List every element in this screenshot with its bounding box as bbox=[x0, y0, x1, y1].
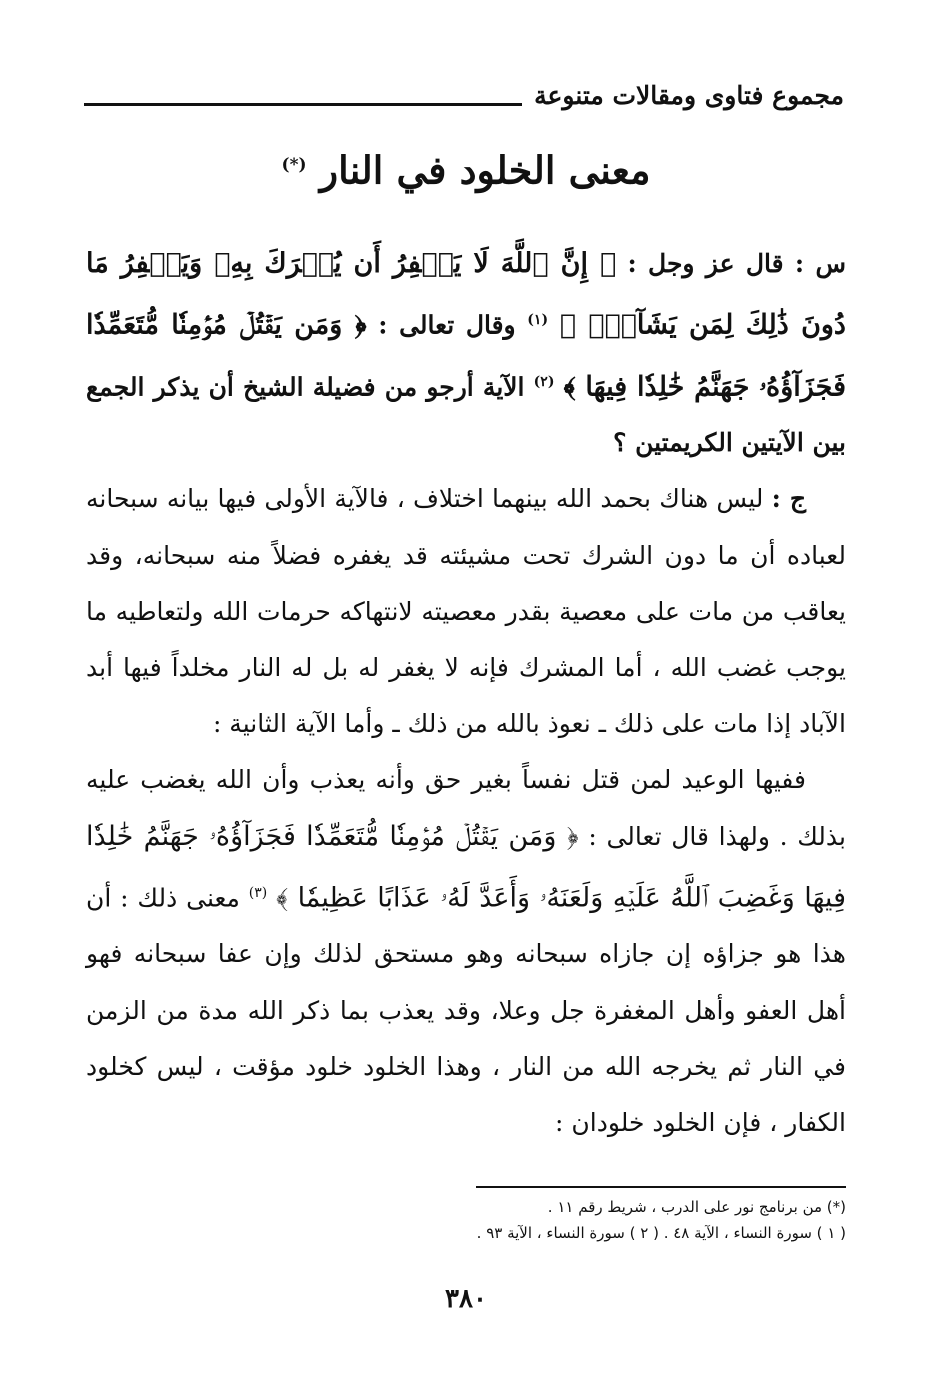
footnote-ref-1: (١) bbox=[527, 312, 549, 329]
running-header bbox=[84, 72, 844, 112]
question-request: الآية أرجو من فضيلة الشيخ أن يذكر الجمع بين الآيتين الكريمتين ؟ bbox=[86, 372, 846, 458]
answer-paragraph-1 bbox=[86, 471, 846, 752]
article-body bbox=[86, 236, 846, 1151]
verse-3: ﴿ وَمَن يَقۡتُلۡ مُؤۡمِنٗا مُّتَعَمِّدٗا فَجَزَآؤُهُۥ جَهَنَّمُ خَٰلِدٗا فِيهَا وَغَضِبَ ٱللَّهُ عَلَيۡهِ وَلَعَنَهُۥ وَأَعَدَّ لَهُۥ عَذَابًا عَظِيمٗا ﴾ bbox=[86, 820, 846, 914]
book-title: مجموع فتاوى ومقالات متنوعة bbox=[534, 81, 844, 110]
answer-text-2-start: ففيها الوعيد لمن قتل نفساً بغير حق وأنه يعذب وأن الله يغضب عليه بذلك . ولهذا قال تعالى : bbox=[86, 765, 846, 851]
footnotes bbox=[86, 1194, 846, 1246]
header-rule bbox=[84, 103, 522, 106]
verse-1: ﴿ إِنَّ ٱللَّهَ لَا يَغۡفِرُ أَن يُشۡرَكَ بِهِۦ وَيَغۡفِرُ مَا دُونَ ذَٰلِكَ لِمَن يَشَآءُۚ ﴾ bbox=[86, 248, 846, 341]
question-label: س : bbox=[794, 249, 846, 278]
article-title-text: معنى الخلود في النار bbox=[319, 147, 651, 193]
footnote-divider bbox=[476, 1186, 846, 1188]
footnote-ref-2: (٢) bbox=[533, 373, 555, 390]
footnote-source: (*) من برنامج نور على الدرب ، شريط رقم ١١ . bbox=[547, 1198, 846, 1216]
answer-label: ج : bbox=[771, 484, 806, 514]
article-title bbox=[0, 140, 932, 196]
footnote-verse-refs: ( ١ ) سورة النساء ، الآية ٤٨ . ( ٢ ) سورة النساء ، الآية ٩٣ . bbox=[476, 1224, 846, 1242]
answer-text-2-end: معنى ذلك : أن هذا هو جزاؤه إن جازاه سبحانه وهو مستحق لذلك وإن عفا سبحانه فهو أهل العفو وأهل المغفرة جل وعلا، وقد يعذب بما ذكر الله مدة من الزمن في النار ثم يخرجه الله من النار ، وهذا الخلود خلود مؤقت ، ليس كخلود الكفار ، فإن الخلود خلودان : bbox=[86, 883, 846, 1138]
question-paragraph bbox=[86, 236, 846, 471]
page-number: ٣٨٠ bbox=[445, 1284, 487, 1314]
question-intro-2: وقال تعالى : bbox=[378, 310, 516, 340]
answer-paragraph-2 bbox=[86, 752, 846, 1151]
answer-text-1: ليس هناك بحمد الله بينهما اختلاف ، فالآية الأولى فيها بيانه سبحانه لعباده أن ما دون الشرك تحت مشيئته قد يغفره فضلاً منه سبحانه، وقد يعاقب من مات على معصية بقدر معصيته لانتهاكه حرمات الله ولتعاطيه ما يوجب غضب الله ، أما المشرك فإنه لا يغفر له بل له النار مخلداً فيها أبد الآباد إذا مات على ذلك ـ نعوذ بالله من ذلك ـ وأما الآية الثانية : bbox=[86, 484, 846, 739]
question-intro: قال عز وجل : bbox=[627, 249, 784, 278]
verse-2: ﴿ وَمَن يَقۡتُلۡ مُؤۡمِنٗا مُّتَعَمِّدٗا فَجَزَآؤُهُۥ جَهَنَّمُ خَٰلِدٗا فِيهَا ﴾ bbox=[86, 309, 846, 403]
title-footnote-mark: (*) bbox=[281, 155, 307, 175]
footnote-ref-3: (٣) bbox=[248, 884, 268, 901]
